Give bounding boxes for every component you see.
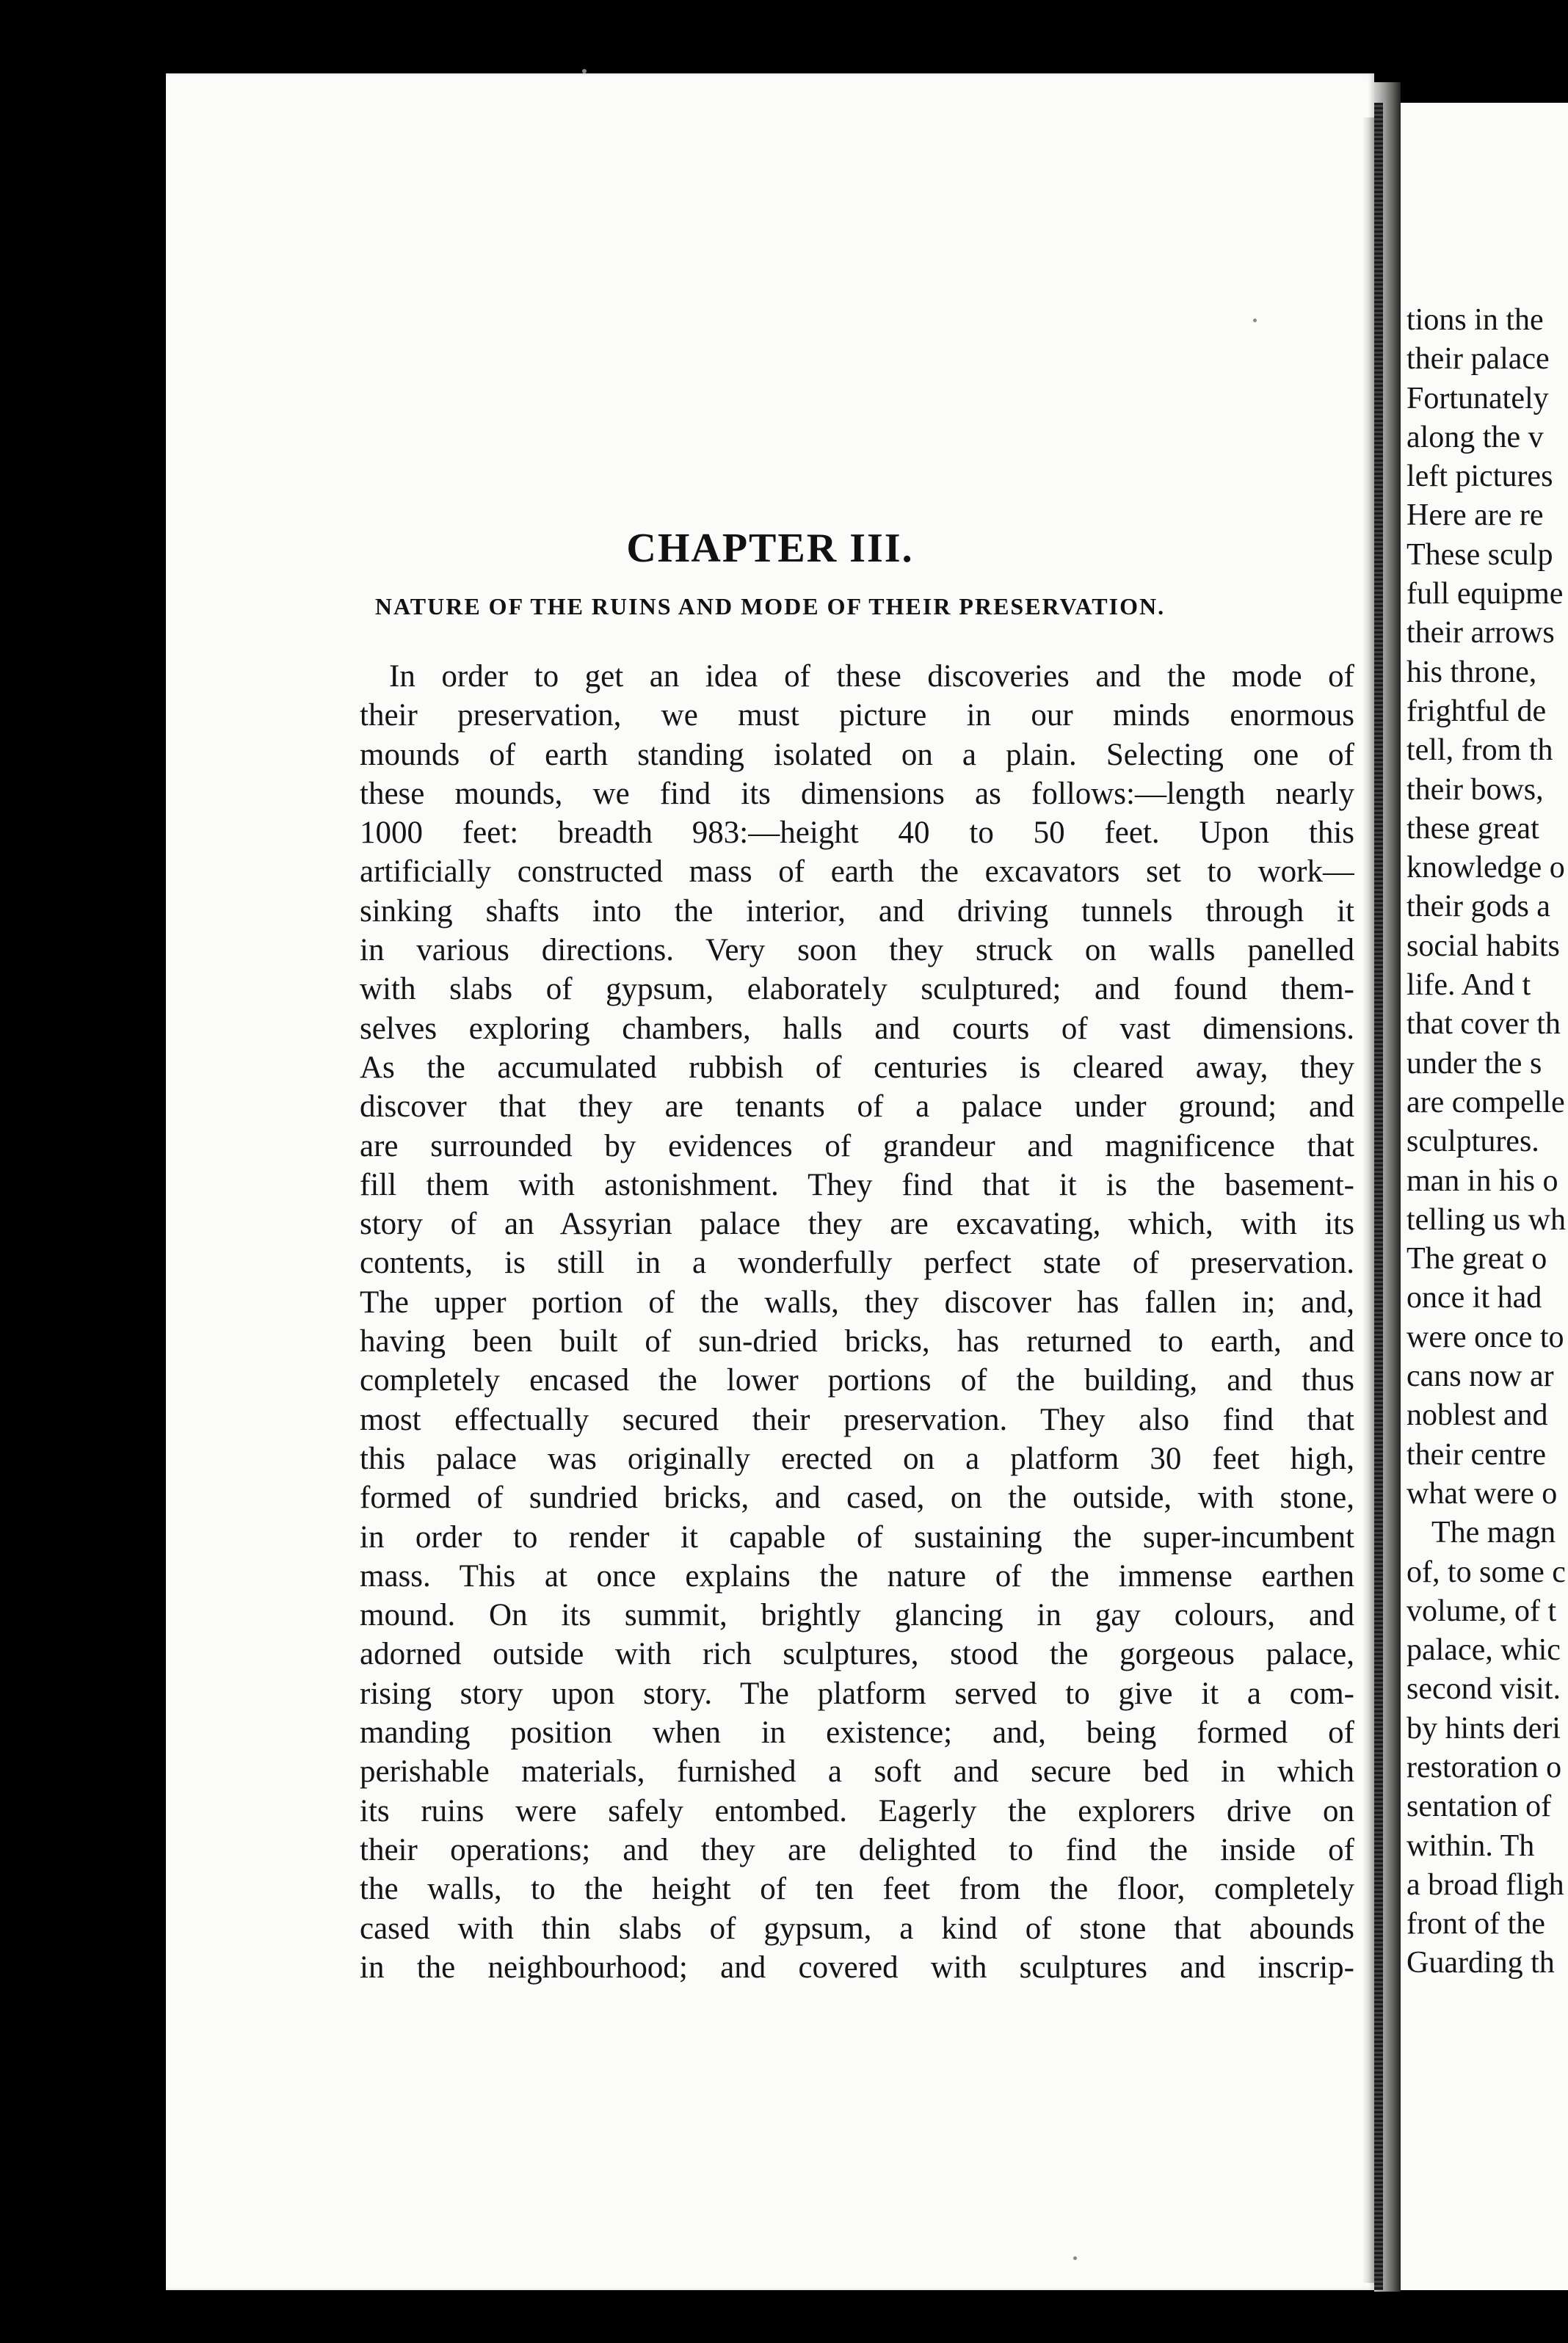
text-line: manding position when in existence; and, being formed of	[360, 1715, 1354, 1751]
text-line: completely encased the lower portions of the building, and thus	[360, 1363, 1354, 1398]
facing-text-line: volume, of t	[1407, 1594, 1557, 1628]
text-line: In order to get an idea of these discoveries and the mode of	[389, 659, 1354, 694]
facing-text-line: left pictures	[1407, 459, 1553, 494]
paper-speck	[1073, 2256, 1077, 2260]
facing-text-line: are compelle	[1407, 1085, 1565, 1119]
facing-text-line: man in his o	[1407, 1163, 1558, 1198]
text-line: artificially constructed mass of earth the excavators set to work—	[360, 854, 1354, 890]
facing-text-line: palace, whic	[1407, 1633, 1561, 1668]
facing-text-line: Fortunately	[1407, 381, 1549, 415]
chapter-title: CHAPTER III.	[626, 526, 914, 571]
facing-text-line: knowledge o	[1407, 851, 1565, 885]
facing-text-line: These sculp	[1407, 537, 1553, 572]
text-line: in various directions. Very soon they struck on walls panelled	[360, 933, 1354, 968]
page-edge	[1374, 103, 1383, 2290]
text-line: story of an Assyrian palace they are excavating, which, with its	[360, 1207, 1354, 1242]
facing-text-line: Here are re	[1407, 498, 1544, 533]
text-line: their operations; and they are delighted to find the inside of	[360, 1832, 1354, 1867]
text-line: sinking shafts into the interior, and driving tunnels through it	[360, 893, 1354, 929]
facing-text-line: by hints deri	[1407, 1711, 1561, 1746]
facing-text-line: restoration o	[1407, 1750, 1562, 1784]
text-line: most effectually secured their preservation. They also find that	[360, 1402, 1354, 1437]
facing-text-line: his throne,	[1407, 655, 1537, 689]
text-line: discover that they are tenants of a palace under ground; and	[360, 1089, 1354, 1125]
facing-text-line: The magn	[1431, 1516, 1556, 1550]
facing-text-line: The great o	[1407, 1242, 1547, 1276]
facing-text-line: life. And t	[1407, 968, 1531, 1003]
facing-text-line: tions in the	[1407, 303, 1544, 337]
facing-text-line: sculptures.	[1407, 1125, 1539, 1159]
text-line: formed of sundried bricks, and cased, on the outside, with stone,	[360, 1481, 1354, 1516]
facing-text-line: were once to	[1407, 1320, 1564, 1354]
text-line: with slabs of gypsum, elaborately sculptured; and found them-	[360, 972, 1354, 1007]
facing-text-line: these great	[1407, 811, 1539, 846]
text-line: perishable materials, furnished a soft and secure bed in which	[360, 1754, 1354, 1790]
facing-text-line: tell, from th	[1407, 733, 1553, 768]
facing-text-line: their centre	[1407, 1437, 1547, 1472]
facing-text-line: frightful de	[1407, 694, 1547, 728]
facing-text-line: full equipme	[1407, 577, 1564, 611]
facing-page-text	[1401, 301, 1568, 1983]
facing-text-line: under the s	[1407, 1046, 1542, 1080]
facing-text-line: Guarding th	[1407, 1946, 1555, 1980]
chapter-subtitle: NATURE OF THE RUINS AND MODE OF THEIR PRESERVATION.	[374, 593, 1166, 620]
text-line: adorned outside with rich sculptures, stood the gorgeous palace,	[360, 1637, 1354, 1672]
facing-text-line: second visit.	[1407, 1672, 1561, 1707]
facing-text-line: once it had	[1407, 1281, 1542, 1315]
paper-speck	[582, 69, 587, 73]
text-line: As the accumulated rubbish of centuries is cleared away, they	[360, 1050, 1354, 1085]
body-text	[360, 657, 1354, 1987]
text-line: are surrounded by evidences of grandeur and magnificence that	[360, 1128, 1354, 1163]
paper-speck	[1253, 319, 1257, 322]
facing-text-line: of, to some c	[1407, 1555, 1566, 1589]
text-line: its ruins were safely entombed. Eagerly the explorers drive on	[360, 1793, 1354, 1828]
facing-text-line: their gods a	[1407, 890, 1550, 924]
facing-text-line: telling us wh	[1407, 1202, 1566, 1237]
facing-text-line: a broad fligh	[1407, 1867, 1564, 1902]
facing-text-line: within. Th	[1407, 1828, 1535, 1863]
text-line: The upper portion of the walls, they discover has fallen in; and,	[360, 1285, 1354, 1320]
facing-text-line: their bows,	[1407, 772, 1544, 807]
facing-text-line: that cover th	[1407, 1007, 1561, 1042]
text-line: having been built of sun-dried bricks, has returned to earth, and	[360, 1324, 1354, 1359]
text-line: the walls, to the height of ten feet from the floor, completely	[360, 1872, 1354, 1907]
text-line: in order to render it capable of sustaining the super-incumbent	[360, 1519, 1354, 1555]
text-line: these mounds, we find its dimensions as follows:—length nearly	[360, 776, 1354, 811]
text-line: in the neighbourhood; and covered with sculptures and inscrip-	[360, 1950, 1354, 1985]
facing-text-line: what were o	[1407, 1476, 1558, 1511]
text-line: rising story upon story. The platform served to give it a com-	[360, 1676, 1354, 1711]
facing-text-line: sentation of	[1407, 1790, 1552, 1824]
text-line: contents, is still in a wonderfully perfect state of preservation.	[360, 1246, 1354, 1281]
text-line: cased with thin slabs of gypsum, a kind of stone that abounds	[360, 1911, 1354, 1946]
text-line: selves exploring chambers, halls and courts of vast dimensions.	[360, 1011, 1354, 1046]
text-line: their preservation, we must picture in our minds enormous	[360, 698, 1354, 733]
text-line: mass. This at once explains the nature of the immense earthen	[360, 1558, 1354, 1594]
text-line: 1000 feet: breadth 983:—height 40 to 50 feet. Upon this	[360, 815, 1354, 851]
facing-text-line: noblest and	[1407, 1398, 1548, 1433]
facing-text-line: cans now ar	[1407, 1359, 1554, 1394]
text-line: this palace was originally erected on a platform 30 feet high,	[360, 1441, 1354, 1476]
facing-text-line: their palace	[1407, 342, 1550, 377]
facing-text-line: front of the	[1407, 1907, 1545, 1941]
facing-text-line: along the v	[1407, 420, 1544, 454]
gutter-shadow	[1362, 117, 1374, 2283]
text-line: fill them with astonishment. They find that it is the basement-	[360, 1167, 1354, 1202]
facing-text-line: social habits	[1407, 929, 1560, 963]
facing-text-line: their arrows	[1407, 616, 1555, 650]
text-line: mound. On its summit, brightly glancing in gay colours, and	[360, 1598, 1354, 1633]
text-line: mounds of earth standing isolated on a plain. Selecting one of	[360, 737, 1354, 772]
